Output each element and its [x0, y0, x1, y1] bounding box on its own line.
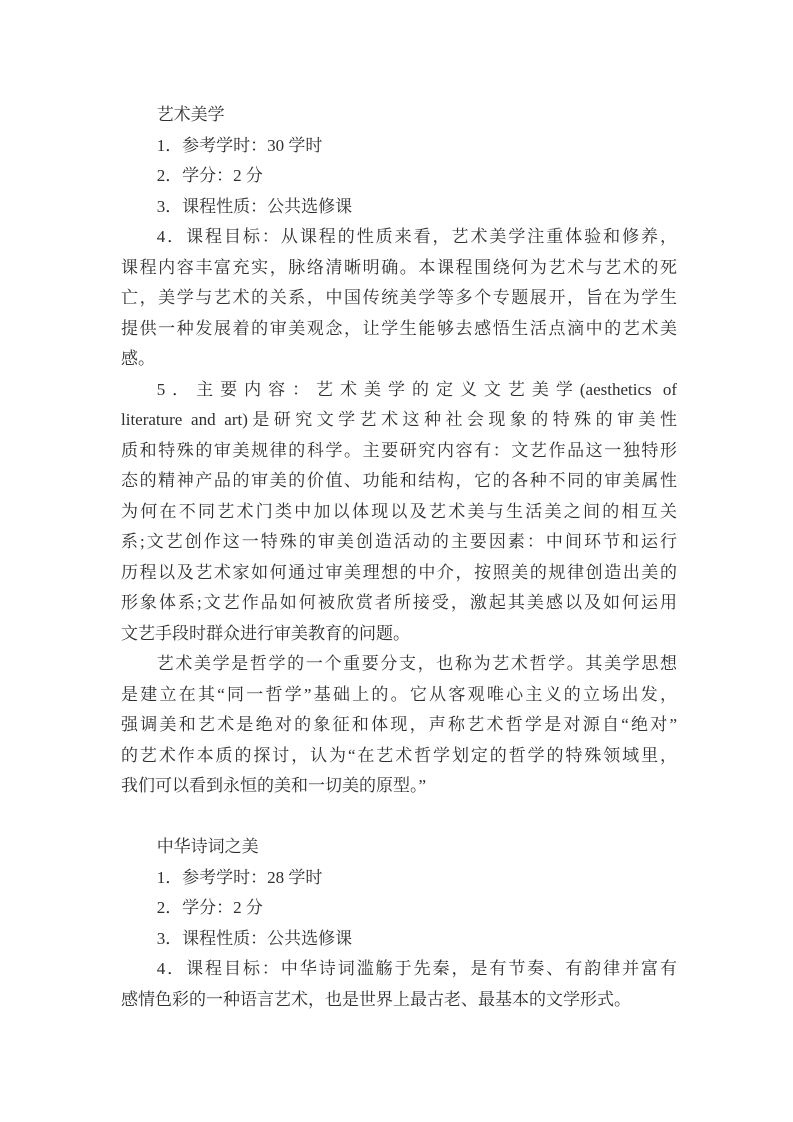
text-line: 3．课程性质：公共选修课	[156, 928, 353, 948]
text-line: 态的精神产品的审美的价值、功能和结构，它的各种不同的审美属性	[121, 471, 677, 490]
text-line: 质和特殊的审美规律的科学。主要研究内容有：文艺作品这一独特形	[121, 440, 677, 460]
course-title-line: 艺术美学	[156, 105, 225, 124]
text-line: 形象体系;文艺作品如何被欣赏者所接受，激起其美感以及如何运用	[121, 593, 677, 612]
text-line: 感。	[121, 349, 155, 368]
text-line: 是建立在其“同一哲学”基础上的。它从客观唯心主义的立场出发，	[121, 684, 677, 704]
text-line: 5．主要内容：艺术美学的定义文艺美学(aesthetics of	[156, 379, 677, 399]
text-line: 感情色彩的一种语言艺术，也是世界上最古老、最基本的文学形式。	[121, 989, 631, 1009]
text-line: 2．学分：2 分	[156, 898, 263, 917]
text-line: literature and art)是研究文学艺术这种社会现象的特殊的审美性	[121, 410, 677, 429]
text-line: 的艺术作本质的探讨，认为“在艺术哲学划定的哲学的特殊领域里，	[121, 745, 677, 765]
course-title-line: 中华诗词之美	[156, 837, 259, 856]
text-line: 我们可以看到永恒的美和一切美的原型。”	[121, 776, 427, 795]
text-line: 艺术美学是哲学的一个重要分支，也称为艺术哲学。其美学思想	[156, 654, 677, 673]
text-line: 3．课程性质：公共选修课	[156, 196, 353, 216]
text-line: 2．学分：2 分	[156, 166, 263, 185]
text-line: 强调美和艺术是绝对的象征和体现，声称艺术哲学是对源自“绝对”	[121, 715, 677, 734]
course-section	[121, 100, 677, 802]
course-section	[121, 832, 677, 1015]
text-line: 为何在不同艺术门类中加以体现以及艺术美与生活美之间的相互关	[121, 501, 677, 521]
text-line: 1．参考学时：30 学时	[156, 135, 323, 155]
text-line: 课程内容丰富充实，脉络清晰明确。本课程围绕何为艺术与艺术的死	[121, 257, 677, 277]
text-line: 系;文艺创作这一特殊的审美创造活动的主要因素：中间环节和运行	[121, 532, 677, 551]
text-line: 4．课程目标：中华诗词滥觞于先秦，是有节奏、有韵律并富有	[156, 959, 677, 978]
text-line: 提供一种发展着的审美观念，让学生能够去感悟生活点滴中的艺术美	[121, 318, 677, 338]
text-line: 亡，美学与艺术的关系，中国传统美学等多个专题展开，旨在为学生	[121, 288, 677, 307]
text-line: 1．参考学时：28 学时	[156, 867, 323, 887]
document-body	[121, 100, 677, 1015]
text-line: 文艺手段时群众进行审美教育的问题。	[121, 623, 410, 643]
text-line: 4．课程目标：从课程的性质来看，艺术美学注重体验和修养，	[156, 227, 677, 246]
text-line: 历程以及艺术家如何通过审美理想的中介，按照美的规律创造出美的	[121, 562, 677, 582]
